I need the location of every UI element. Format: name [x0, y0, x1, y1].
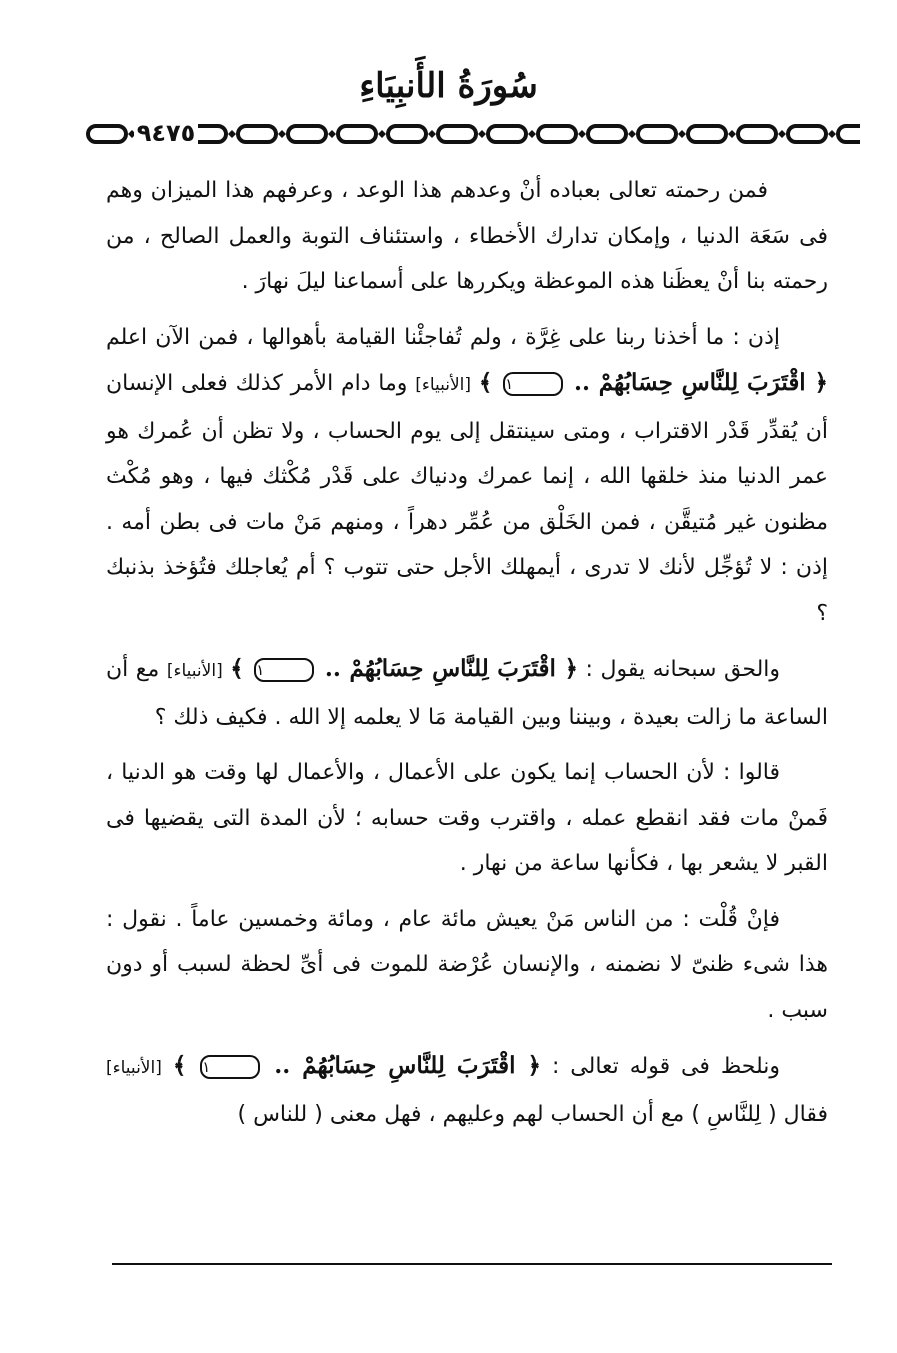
- surah-title: سُورَةُ الأَنبِيَاءِ: [359, 66, 538, 106]
- paragraph-6: [106, 1043, 828, 1137]
- ornament-diamond: [378, 130, 386, 138]
- ornament-oval: [388, 126, 426, 142]
- paragraph-1: [106, 168, 828, 305]
- paragraph-2: [106, 315, 828, 637]
- quran-verse: ﴿ اقْتَرَبَ لِلنَّاسِ حِسَابُهُمْ ..: [573, 369, 828, 396]
- quran-bracket-close: ﴾: [172, 1052, 187, 1079]
- verse-number-badge: ١: [200, 1055, 260, 1079]
- paragraph-4: [106, 750, 828, 887]
- paragraph-text: وما دام الأمر كذلك فعلى الإنسان أن يُقدِّر قَدْر الاقتراب ، ومتى سينتقل إلى يوم الحساب ، ولا تظن أن عُمرك هو عمر الدنيا منذ خلقها الله ، إنما عمرك ودنياك على قَدْر مُكْثك فيها ، وهو مُكْث مظنون غير مُتيقَّن ، فمن الخَلْق من عُمِّر دهراً ، ومنهم مَنْ مات فى بطن أمه . إذن : لا تُؤجِّل لأنك لا تدرى ، أيمهلك الأجل حتى تتوب ؟ أم يُعاجلك فتُؤخذ بذنبك ؟: [106, 371, 828, 626]
- ornament-oval: [738, 126, 776, 142]
- paragraph-text: إذن : ما أخذنا ربنا على غِرَّة ، ولم تُفاجئْنا القيامة بأهوالها ، فمن الآن اعلم: [106, 324, 780, 350]
- ornament-oval: [338, 126, 376, 142]
- quran-verse: ﴿ اقْتَرَبَ لِلنَّاسِ حِسَابُهُمْ ..: [324, 655, 578, 682]
- verse-number-badge: ١: [254, 658, 314, 682]
- surah-reference: [الأنبياء]: [106, 1058, 162, 1078]
- ornament-oval: [88, 126, 126, 142]
- surah-reference: [الأنبياء]: [166, 661, 223, 681]
- footer-rule: [112, 1263, 832, 1265]
- quran-bracket-close: ﴾: [230, 655, 244, 682]
- paragraph-text: ونلحظ فى قوله تعالى :: [551, 1054, 780, 1079]
- quran-verse: ﴿ اقْتَرَبَ لِلنَّاسِ حِسَابُهُمْ ..: [274, 1052, 541, 1079]
- ornament-diamond: [478, 130, 486, 138]
- verse-number-badge: ١: [503, 372, 563, 396]
- page-body: [106, 168, 828, 1147]
- quran-bracket-close: ﴾: [478, 369, 493, 396]
- paragraph-5: [106, 897, 828, 1034]
- ornament-oval: [588, 126, 626, 142]
- paragraph-text: فإنْ قُلْت : من الناس مَنْ يعيش مائة عام ، ومائة وخمسين عاماً . نقول : هذا شىء ظنىّ لا نضمنه ، والإنسان عُرْضة للموت فى أىِّ لحظة لسبب أو دون سبب .: [106, 906, 828, 1023]
- ornament-diamond: [778, 130, 786, 138]
- surah-reference: [الأنبياء]: [415, 375, 472, 395]
- ornament-oval: [638, 126, 676, 142]
- paragraph-text: والحق سبحانه يقول :: [585, 657, 781, 682]
- paragraph-text: فمن رحمته تعالى بعباده أنْ وعدهم هذا الوعد ، وعرفهم هذا الميزان وهم فى سَعَة الدنيا ، وإمكان تدارك الأخطاء ، واستئناف التوبة والعمل الصالح ، من رحمته بنا أنْ يعظَنا هذه الموعظة ويكررها على أسماعنا ليلَ نهارَ .: [106, 178, 828, 294]
- ornament-oval: [688, 126, 726, 142]
- ornament-oval: [238, 126, 276, 142]
- ornament-diamond: [828, 130, 836, 138]
- paragraph-text: قالوا : لأن الحساب إنما يكون على الأعمال ، والأعمال لها وقت هو الدنيا ، فَمنْ مات فقد انقطع عمله ، واقترب وقت حسابه ؛ لأن المدة التى يقضيها فى القبر لا يشعر بها ، فكأنها ساعة من نهار .: [106, 760, 828, 876]
- page-number: ٩٤٧٥: [134, 118, 198, 148]
- ornament-oval: [438, 126, 476, 142]
- ornamental-border: [84, 120, 860, 148]
- ornament-oval: [838, 126, 860, 142]
- paragraph-text: مع أن الساعة ما زالت بعيدة ، وبيننا وبين القيامة مَا لا يعلمه إلا الله . فكيف ذلك ؟: [106, 657, 828, 730]
- ornament-diamond: [578, 130, 586, 138]
- ornament-diamond: [228, 130, 236, 138]
- ornament-diamond: [278, 130, 286, 138]
- paragraph-text: فقال ( لِلنَّاسِ ) مع أن الحساب لهم وعليهم ، فهل معنى ( للناس ): [237, 1101, 828, 1127]
- paragraph-3: [106, 646, 828, 740]
- ornament-diamond: [728, 130, 736, 138]
- ornament-diamond: [628, 130, 636, 138]
- ornament-diamond: [428, 130, 436, 138]
- ornament-oval: [788, 126, 826, 142]
- ornament-diamond: [528, 130, 536, 138]
- ornament-oval: [288, 126, 326, 142]
- ornament-oval: [538, 126, 576, 142]
- ornament-oval: [488, 126, 526, 142]
- ornament-diamond: [678, 130, 686, 138]
- ornament-diamond: [328, 130, 336, 138]
